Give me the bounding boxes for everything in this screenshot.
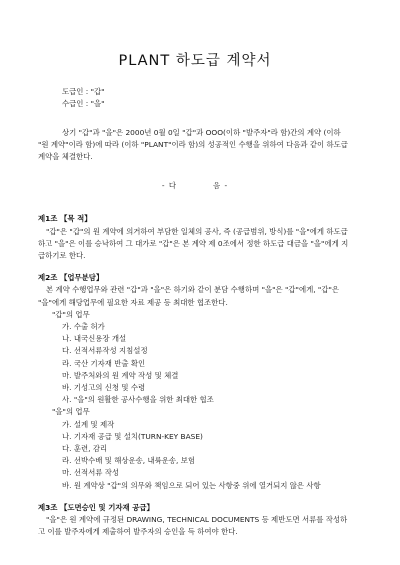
list-item: 나. 내국신용장 개설 <box>62 334 127 344</box>
article-3-title: 제3조 【도면승인 및 기자재 공급】 <box>38 502 154 512</box>
list-item: 마. 발주처와의 원 계약 작성 및 체결 <box>62 370 179 380</box>
article-1-title: 제1조 【목 적】 <box>38 214 92 224</box>
list-item: 마. 선적서류 작성 <box>62 468 120 478</box>
list-item: 가. 수출 허가 <box>62 322 105 332</box>
article-2 <box>38 272 352 492</box>
list-item: 나. 기자재 공급 및 설치(TURN-KEY BASE) <box>62 431 203 441</box>
article-1-text: "갑"은 "갑"의 원 계약에 의거하여 부담한 일체의 공사, 즉 (공급범위, 방식)를 "을"에게 하도급하고 "을"은 이를 승낙하여 그 대가로 "갑"은 본 계약 제 0조에서 정한 하도급 대금을 "을"에게 지급하기로 한다. <box>38 226 349 261</box>
preamble-paragraph: 상기 "갑"과 "을"은 2000년 0월 0일 "갑"과 OOO(이하 "발주자"라 함)간의 계약 (이하 "원 계약"이라 함)에 따라 (이하 "PLANT"이라 함)의 성공적인 수행을 위하여 다음과 같이 하도급계약을 체결한다. <box>38 127 348 161</box>
list-item: 라. 선박수배 및 해상운송, 내륙운송, 보험 <box>62 456 196 466</box>
list-item: 사. "을"의 원활한 공사수행을 위한 최대한 협조 <box>62 395 214 405</box>
list-item: 가. 설계 및 제작 <box>62 419 115 429</box>
da-heading-right: 음 - <box>213 181 229 191</box>
article-2-text: 본 계약 수행업무와 관련 "갑"과 "을"은 하기와 같이 분담 수행하며 "을"은 "갑"에게, "갑"은 "을"에게 해당업무에 필요한 자료 제공 등 최대한 협조한다. <box>38 285 339 307</box>
article-3-text: "을"은 원 계약에 규정된 DRAWING, TECHNICAL DOCUMENTS 등 제반도면 서류를 작성하고 이를 발주자에게 제출하여 발주자의 승인을 득 하여야 한다. <box>38 515 348 537</box>
list-item: 바. 원 계약상 "갑"의 의무와 책임으로 되어 있는 사항중 위에 열거되지 않은 사항 <box>62 480 321 490</box>
list-item: 라. 국산 기자재 반출 확인 <box>62 358 146 368</box>
subcontractor-line: 수급인 : "을" <box>62 98 105 108</box>
gap-duties-header: "갑"의 업무 <box>52 309 90 319</box>
list-item: 다. 훈련, 감리 <box>62 444 108 454</box>
article-3 <box>38 502 352 539</box>
da-heading <box>38 180 352 192</box>
eul-duties-header: "을"의 업무 <box>52 407 90 417</box>
article-2-title: 제2조 【업무분담】 <box>38 273 104 283</box>
list-item: 다. 선적서류작성 지침설정 <box>62 346 148 356</box>
article-1 <box>38 213 352 262</box>
contractor-line: 도급인 : "갑" <box>62 87 105 96</box>
da-heading-left: - 다 <box>161 181 177 191</box>
document-title: PLANT 하도급 계약서 <box>118 53 272 69</box>
list-item: 바. 기성고의 신청 및 수령 <box>62 383 146 393</box>
